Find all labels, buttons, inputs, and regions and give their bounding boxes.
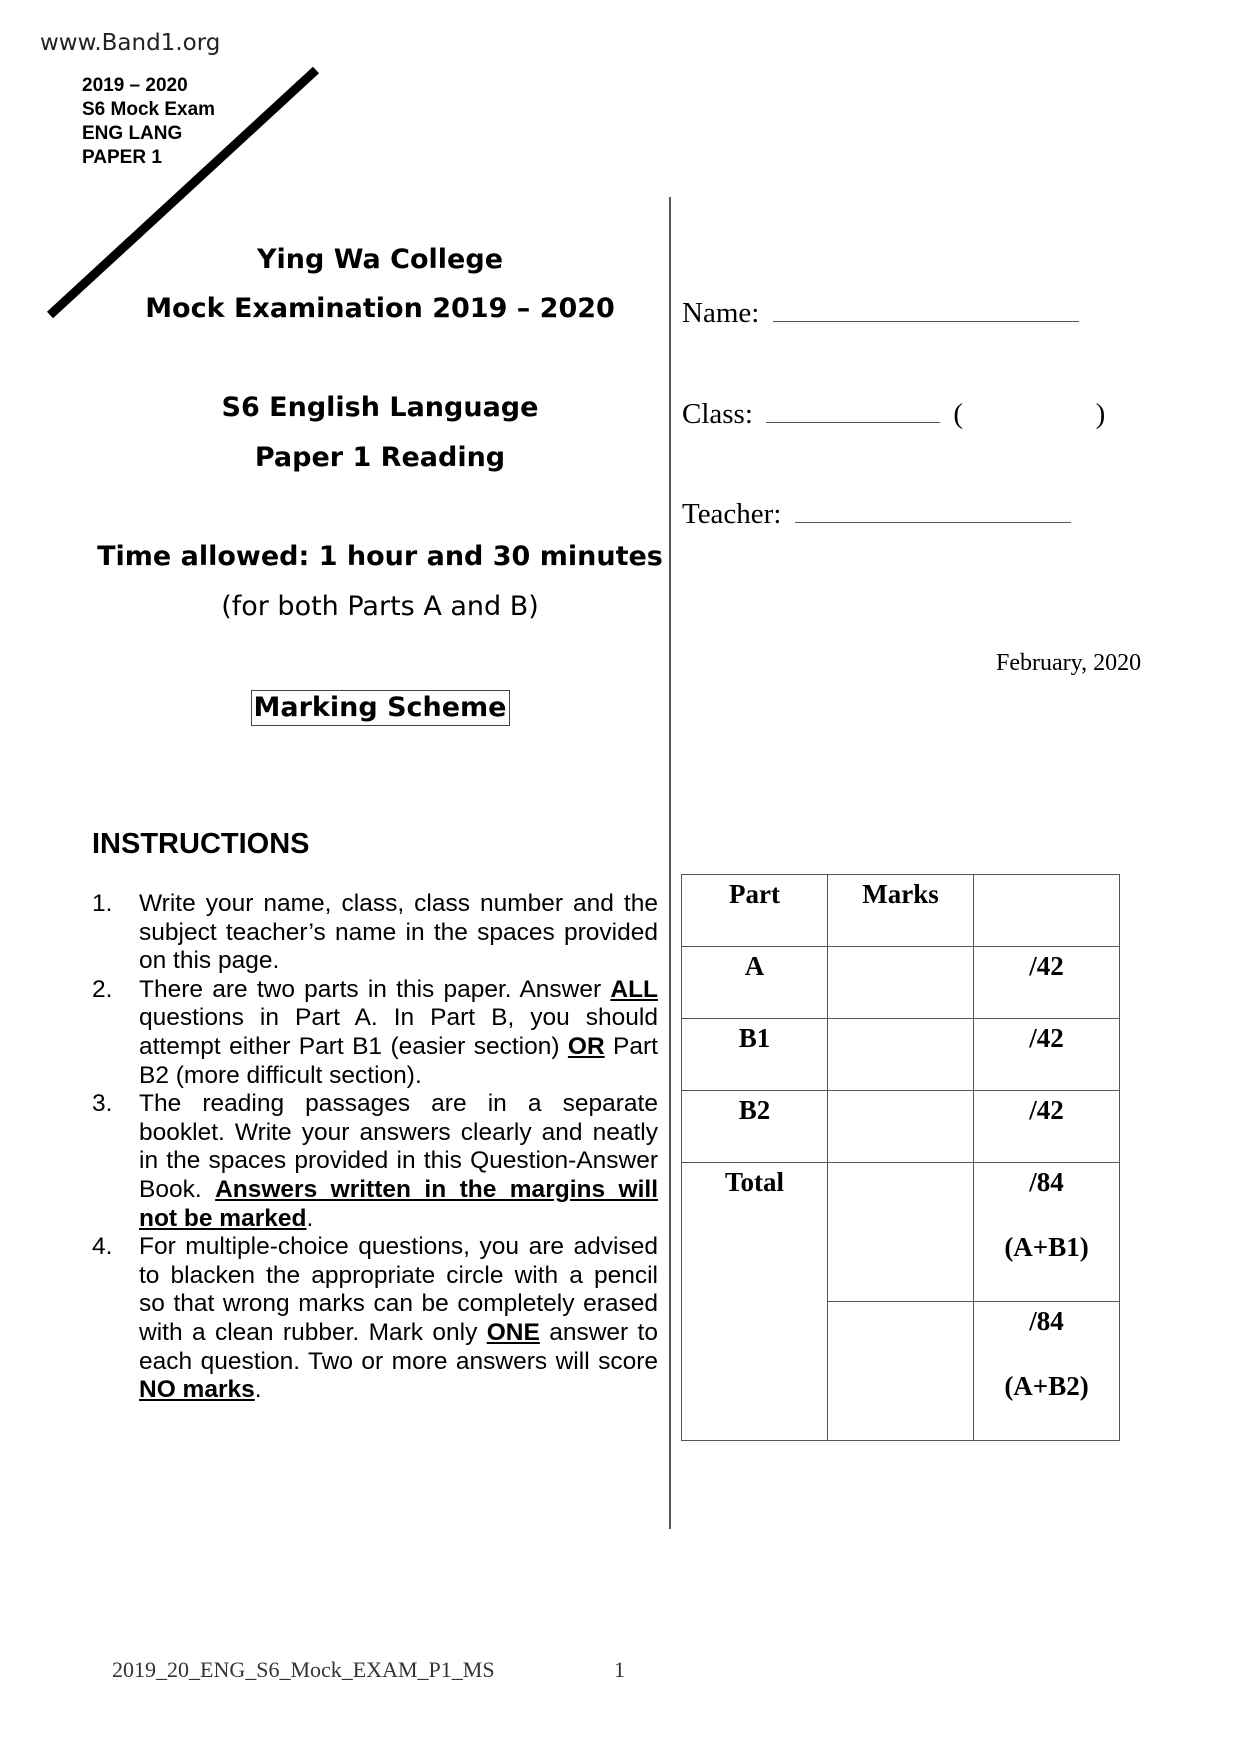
time-note: (for both Parts A and B) xyxy=(221,591,539,622)
class-label: Class: xyxy=(682,398,753,430)
part-label: B1 xyxy=(682,1019,828,1091)
paper-title: Paper 1 Reading xyxy=(254,442,506,473)
teacher-input-line[interactable] xyxy=(795,521,1071,523)
instruction-emphasis: NO marks xyxy=(139,1376,255,1404)
school-name: Ying Wa College xyxy=(256,244,504,275)
total-max-value: /84 xyxy=(1029,1306,1064,1336)
instruction-text: For multiple-choice questions, you are advised to blacken the appropriate circle with a pencil so that wrong marks can be completely erased with a clean rubber. Mark only xyxy=(139,1233,658,1346)
total-combo-note: (A+B2) xyxy=(1004,1371,1089,1401)
instruction-item xyxy=(92,976,658,1090)
instruction-item xyxy=(92,890,658,976)
header-marks: Marks xyxy=(828,875,974,947)
instruction-number: 3. xyxy=(92,1090,113,1118)
max-marks: /42 xyxy=(974,1091,1120,1163)
instruction-text: Part B2 (more difficult section). xyxy=(139,1032,658,1089)
max-marks: /42 xyxy=(974,947,1120,1019)
total-marks-cell-a-b2[interactable] xyxy=(828,1302,974,1441)
total-max-value: /84 xyxy=(1029,1167,1064,1197)
table-row-part-b2 xyxy=(682,1091,1120,1163)
class-input-line[interactable] xyxy=(766,421,940,423)
instruction-text: questions in Part A. In Part B, you should attempt either Part B1 (easier section) xyxy=(139,1004,658,1060)
instruction-emphasis: OR xyxy=(567,1032,605,1060)
total-label: Total xyxy=(682,1163,828,1441)
total-combo-note: (A+B1) xyxy=(1004,1232,1089,1262)
instruction-text: There are two parts in this paper. Answer xyxy=(139,975,611,1003)
marking-scheme-badge-wrap xyxy=(80,690,680,726)
instruction-number: 4. xyxy=(92,1233,113,1261)
instruction-number: 2. xyxy=(92,975,113,1003)
corner-tag-year: 2019 – 2020 xyxy=(82,75,188,96)
marks-table-header xyxy=(682,875,1120,947)
header-part: Part xyxy=(682,875,828,947)
class-number-open: ( xyxy=(953,398,964,430)
marking-scheme-badge: Marking Scheme xyxy=(251,690,510,726)
table-row-part-b1 xyxy=(682,1019,1120,1091)
corner-tag-exam: S6 Mock Exam xyxy=(82,99,216,120)
instruction-emphasis: ALL xyxy=(610,975,658,1003)
corner-tag-subject: ENG LANG xyxy=(82,123,183,144)
name-label: Name: xyxy=(682,297,760,329)
corner-tag-paper: PAPER 1 xyxy=(82,147,162,168)
instruction-text: . xyxy=(306,1204,314,1232)
vertical-divider xyxy=(669,197,671,1529)
time-allowed: Time allowed: 1 hour and 30 minutes xyxy=(97,541,663,572)
marks-table xyxy=(681,874,1120,1441)
instruction-text: answer to each question. Two or more answers will score xyxy=(139,1318,658,1375)
instruction-emphasis: ONE xyxy=(486,1318,540,1346)
instruction-emphasis: Answers written in the margins will not be marked xyxy=(139,1175,658,1232)
watermark-url: www.Band1.org xyxy=(40,30,221,56)
total-marks-cell-a-b1[interactable] xyxy=(828,1163,974,1302)
instruction-item xyxy=(92,1233,658,1405)
total-max-a-b1 xyxy=(974,1163,1120,1302)
max-marks: /42 xyxy=(974,1019,1120,1091)
table-row-part-a xyxy=(682,947,1120,1019)
part-label: A xyxy=(682,947,828,1019)
instructions-list xyxy=(92,890,658,1405)
exam-title: Mock Examination 2019 – 2020 xyxy=(145,293,615,324)
instruction-text: Write your name, class, class number and the subject teacher’s name in the spaces provided on this page. xyxy=(139,890,658,975)
footer-doc-code: 2019_20_ENG_S6_Mock_EXAM_P1_MS xyxy=(112,1657,495,1682)
teacher-field[interactable] xyxy=(682,498,1071,531)
header-max xyxy=(974,875,1120,947)
class-field[interactable] xyxy=(682,398,1105,431)
name-field[interactable] xyxy=(682,297,1079,330)
instruction-text: . xyxy=(254,1376,262,1404)
table-row-total-a-b1 xyxy=(682,1163,1120,1302)
exam-date: February, 2020 xyxy=(996,650,1142,676)
page-number: 1 xyxy=(614,1657,625,1682)
marks-cell[interactable] xyxy=(828,947,974,1019)
instruction-text: The reading passages are in a separate booklet. Write your answers clearly and neatly in the spaces provided in this Question-Answer Book. xyxy=(139,1090,658,1203)
instruction-item xyxy=(92,1090,658,1233)
diagonal-strike-line xyxy=(0,0,340,330)
name-input-line[interactable] xyxy=(773,320,1079,322)
teacher-label: Teacher: xyxy=(682,498,782,530)
subject-title: S6 English Language xyxy=(221,392,539,423)
marks-cell[interactable] xyxy=(828,1091,974,1163)
class-number-close: ) xyxy=(1095,398,1106,430)
instruction-number: 1. xyxy=(92,890,113,917)
marks-cell[interactable] xyxy=(828,1019,974,1091)
part-label: B2 xyxy=(682,1091,828,1163)
instructions-heading: INSTRUCTIONS xyxy=(92,828,310,860)
total-max-a-b2 xyxy=(974,1302,1120,1441)
